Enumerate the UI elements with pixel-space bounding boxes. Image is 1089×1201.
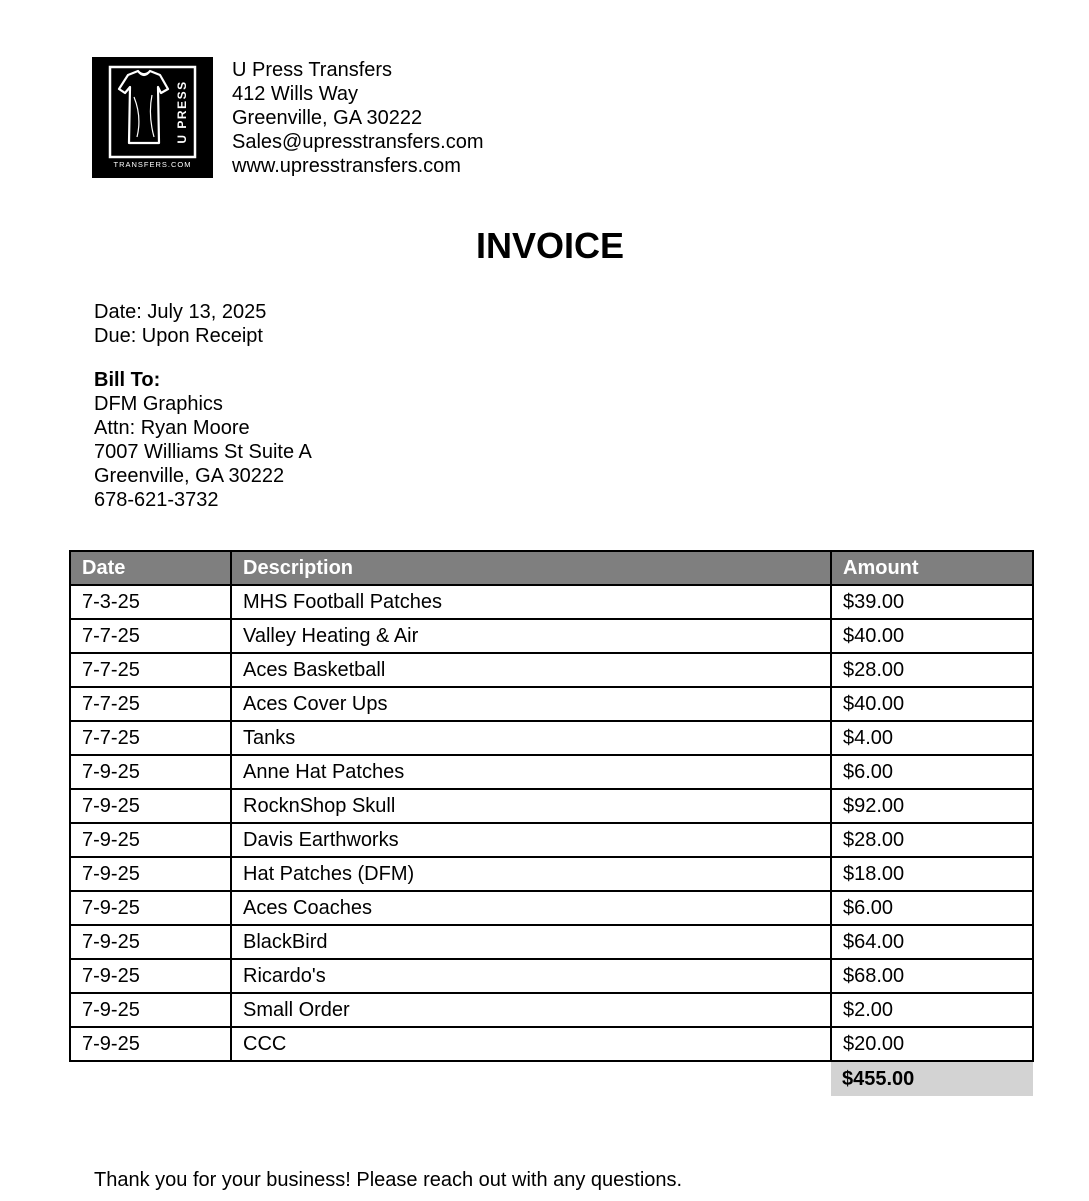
row-amount: $40.00 [831, 687, 1033, 721]
row-date: 7-9-25 [70, 925, 231, 959]
table-row [70, 925, 1033, 959]
company-email[interactable]: Sales@upresstransfers.com [232, 131, 484, 153]
table-row [70, 721, 1033, 755]
company-info [232, 58, 484, 178]
table-row [70, 585, 1033, 619]
company-city-state-zip: Greenville, GA 30222 [232, 107, 423, 129]
row-description: Aces Basketball [231, 653, 831, 687]
table-row [70, 857, 1033, 891]
row-date: 7-9-25 [70, 755, 231, 789]
table-row [70, 755, 1033, 789]
bill-to-address: 7007 Williams St Suite A [94, 441, 312, 463]
row-description: Anne Hat Patches [231, 755, 831, 789]
row-description: CCC [231, 1027, 831, 1061]
company-address: 412 Wills Way [232, 83, 358, 105]
table-row [70, 687, 1033, 721]
company-website[interactable]: www.upresstransfers.com [232, 155, 461, 177]
total-spacer [70, 1061, 231, 1096]
total-row [70, 1061, 1033, 1096]
invoice-title: INVOICE [475, 225, 625, 266]
invoice-due: Due: Upon Receipt [94, 325, 263, 347]
row-amount: $64.00 [831, 925, 1033, 959]
bill-to-company: DFM Graphics [94, 393, 223, 415]
row-date: 7-9-25 [70, 993, 231, 1027]
row-date: 7-9-25 [70, 857, 231, 891]
row-amount: $6.00 [831, 755, 1033, 789]
row-amount: $20.00 [831, 1027, 1033, 1061]
row-date: 7-9-25 [70, 823, 231, 857]
invoice-date: Date: July 13, 2025 [94, 301, 267, 323]
company-name: U Press Transfers [232, 59, 393, 81]
bill-to-heading: Bill To: [94, 369, 161, 391]
bill-to-city-state-zip: Greenville, GA 30222 [94, 465, 285, 487]
footer-message: Thank you for your business! Please reach out with any questions. [94, 1169, 683, 1191]
table-row [70, 823, 1033, 857]
row-description: MHS Football Patches [231, 585, 831, 619]
total-spacer [231, 1061, 831, 1096]
invoice-items-table [69, 550, 1034, 1096]
row-date: 7-9-25 [70, 789, 231, 823]
table-header-row [70, 551, 1033, 585]
table-row [70, 653, 1033, 687]
table-row [70, 1027, 1033, 1061]
row-description: RocknShop Skull [231, 789, 831, 823]
row-date: 7-7-25 [70, 721, 231, 755]
table-row [70, 619, 1033, 653]
invoice-total: $455.00 [831, 1061, 1033, 1096]
invoice-dates [94, 300, 266, 348]
row-description: Hat Patches (DFM) [231, 857, 831, 891]
row-date: 7-3-25 [70, 585, 231, 619]
row-description: Valley Heating & Air [231, 619, 831, 653]
header-description: Description [231, 551, 831, 585]
row-amount: $92.00 [831, 789, 1033, 823]
table-row [70, 959, 1033, 993]
bill-to-attn: Attn: Ryan Moore [94, 417, 250, 439]
row-date: 7-9-25 [70, 1027, 231, 1061]
row-date: 7-7-25 [70, 653, 231, 687]
logo-bottom-text: TRANSFERS.COM [113, 160, 192, 169]
row-date: 7-9-25 [70, 891, 231, 925]
row-amount: $4.00 [831, 721, 1033, 755]
row-date: 7-7-25 [70, 687, 231, 721]
row-description: Aces Coaches [231, 891, 831, 925]
row-amount: $2.00 [831, 993, 1033, 1027]
logo-graphic [92, 57, 213, 178]
header-amount: Amount [831, 551, 1033, 585]
row-amount: $68.00 [831, 959, 1033, 993]
table-row [70, 789, 1033, 823]
row-date: 7-9-25 [70, 959, 231, 993]
row-amount: $18.00 [831, 857, 1033, 891]
row-description: Davis Earthworks [231, 823, 831, 857]
row-description: Aces Cover Ups [231, 687, 831, 721]
row-date: 7-7-25 [70, 619, 231, 653]
row-amount: $6.00 [831, 891, 1033, 925]
row-description: Small Order [231, 993, 831, 1027]
row-amount: $39.00 [831, 585, 1033, 619]
row-description: BlackBird [231, 925, 831, 959]
header-date: Date [70, 551, 231, 585]
row-amount: $40.00 [831, 619, 1033, 653]
company-logo [92, 57, 213, 178]
row-description: Ricardo's [231, 959, 831, 993]
bill-to-block [94, 368, 312, 512]
row-amount: $28.00 [831, 653, 1033, 687]
bill-to-phone: 678-621-3732 [94, 489, 219, 511]
logo-vertical-text: U PRESS [175, 80, 189, 144]
row-amount: $28.00 [831, 823, 1033, 857]
table-row [70, 993, 1033, 1027]
row-description: Tanks [231, 721, 831, 755]
table-row [70, 891, 1033, 925]
